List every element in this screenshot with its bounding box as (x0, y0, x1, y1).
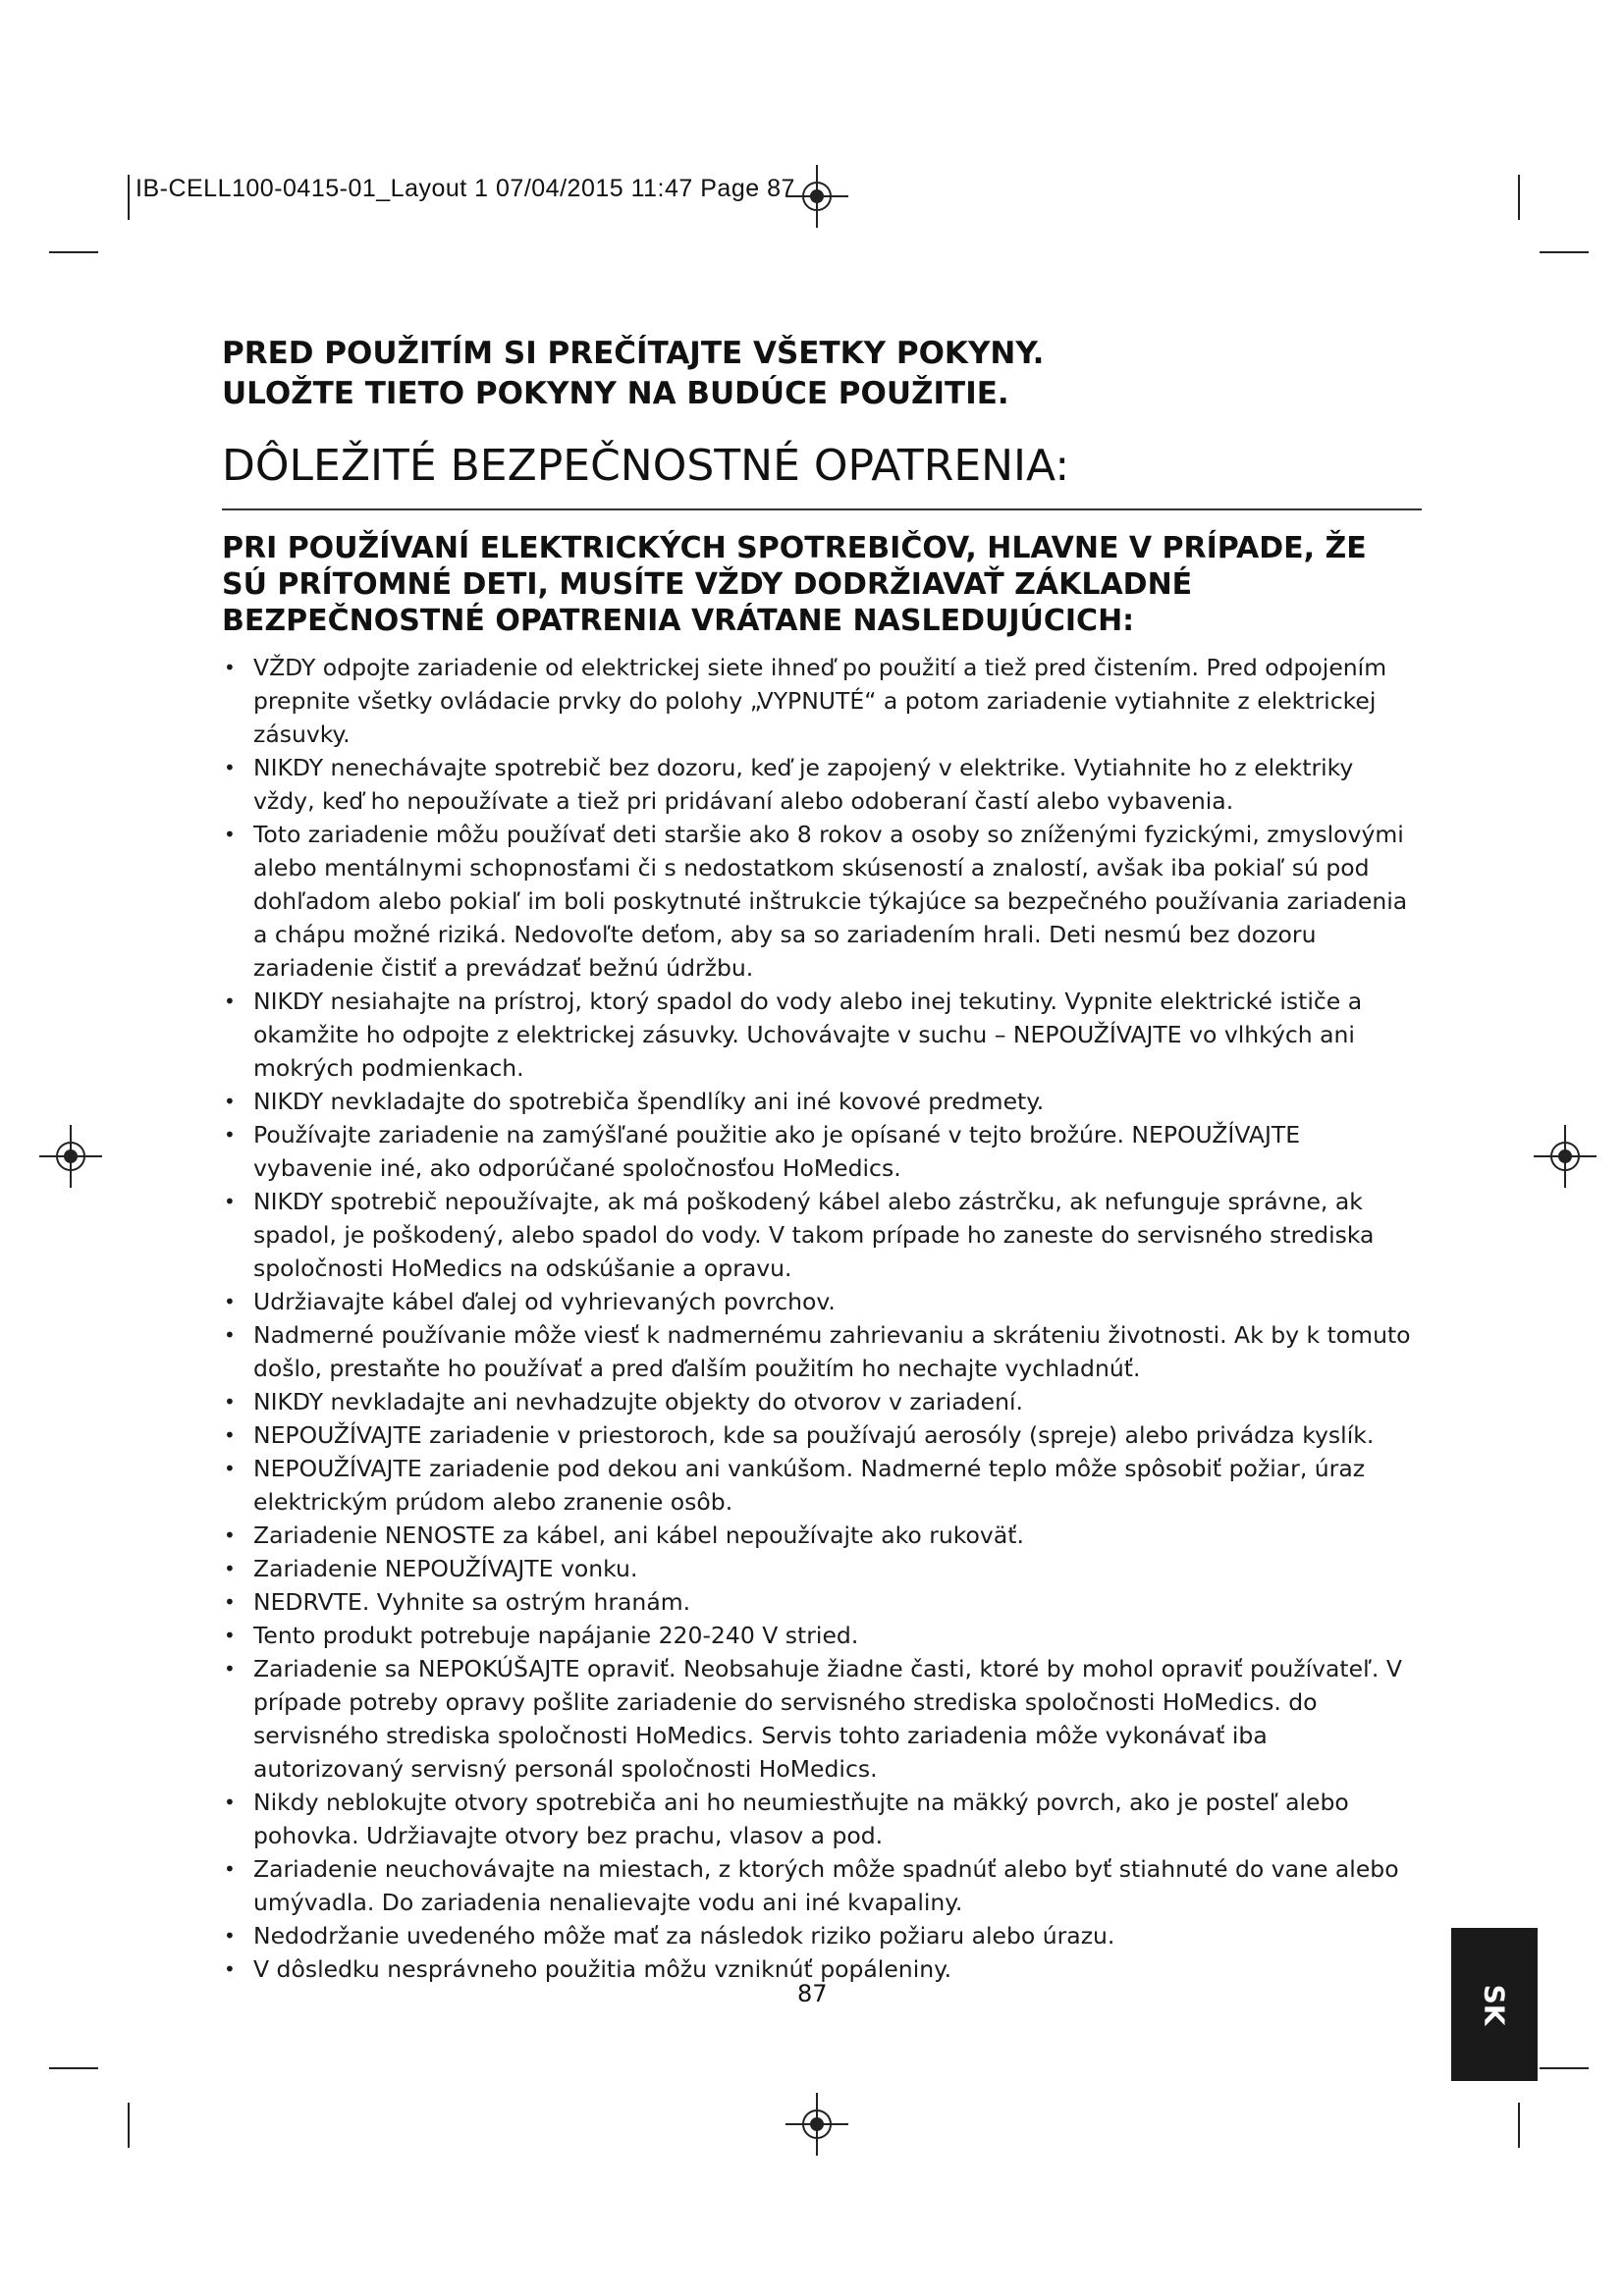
list-item: • NIKDY nesiahajte na prístroj, ktorý spadol do vody alebo inej tekutiny. Vypnite elektrické ističe a okamžite ho odpojte z elektrickej zásuvky. Uchovávajte v suchu – NEPOUŽÍVAJTE vo vlhkých ani mokrých podmienkach. (222, 985, 1422, 1085)
list-item: • Tento produkt potrebuje napájanie 220-240 V stried. (222, 1619, 1422, 1652)
read-instructions-heading: PRED POUŽITÍM SI PREČÍTAJTE VŠETKY POKYNY. (222, 336, 1045, 371)
list-item: • VŽDY odpojte zariadenie od elektrickej siete ihneď po použití a tiež pred čistením. Pred odpojením prepnite všetky ovládacie prvky do polohy „VYPNUTÉ“ a potom zariadenie vytiahnite z elektrickej zásuvky. (222, 651, 1422, 751)
crop-mark-bottom-right-h (1540, 2067, 1589, 2069)
list-item: • NIKDY nevkladajte do spotrebiča špendlíky ani iné kovové predmety. (222, 1085, 1422, 1118)
language-tab-label: SK (1478, 1984, 1511, 2025)
page-number: 87 (797, 1980, 828, 2007)
list-item: • Nikdy neblokujte otvory spotrebiča ani ho neumiestňujte na mäkký povrch, ako je posteľ alebo pohovka. Udržiavajte otvory bez prachu, vlasov a pod. (222, 1786, 1422, 1852)
crop-mark-top-right-v (1518, 175, 1520, 220)
list-item: • Používajte zariadenie na zamýšľané použitie ako je opísané v tejto brožúre. NEPOUŽÍVAJTE vybavenie iné, ako odporúčané spoločnosťou HoMedics. (222, 1118, 1422, 1185)
registration-mark-left-icon (39, 1125, 102, 1188)
list-item: • NIKDY nenechávajte spotrebič bez dozoru, keď je zapojený v elektrike. Vytiahnite ho z elektriky vždy, keď ho nepoužívate a tiež pri pridávaní alebo odoberaní častí alebo vybavenia. (222, 751, 1422, 818)
list-item: • NIKDY nevkladajte ani nevhadzujte objekty do otvorov v zariadení. (222, 1385, 1422, 1418)
crop-mark-bottom-left-h (49, 2067, 98, 2069)
crop-mark-top-right-h (1540, 251, 1589, 253)
crop-mark-top-left-v (128, 175, 130, 220)
list-item: • NEDRVTE. Vyhnite sa ostrým hranám. (222, 1585, 1422, 1619)
list-item: • Nedodržanie uvedeného môže mať za následok riziko požiaru alebo úrazu. (222, 1919, 1422, 1952)
list-item: • Zariadenie NEPOUŽÍVAJTE vonku. (222, 1552, 1422, 1585)
list-item: • Toto zariadenie môžu používať deti staršie ako 8 rokov a osoby so zníženými fyzickými, zmyslovými alebo mentálnymi schopnosťami či s nedostatkom skúseností a znalostí, avšak iba pokiaľ sú pod dohľadom alebo pokiaľ im boli poskytnuté inštrukcie týkajúce sa bezpečného používania zariadenia a chápu možné riziká. Nedovoľte deťom, aby sa so zariadením hrali. Deti nesmú bez dozoru zariadenie čistiť a prevádzať bežnú údržbu. (222, 818, 1422, 985)
registration-mark-right-icon (1534, 1125, 1597, 1188)
list-item: • NEPOUŽÍVAJTE zariadenie pod dekou ani vankúšom. Nadmerné teplo môže spôsobiť požiar, úraz elektrickým prúdom alebo zranenie osôb. (222, 1452, 1422, 1519)
safety-instructions (222, 334, 1422, 1986)
crop-mark-bottom-left-v (128, 2103, 130, 2148)
list-item: • Zariadenie NENOSTE za kábel, ani kábel nepoužívajte ako rukoväť. (222, 1519, 1422, 1552)
crop-mark-top-left-h (49, 251, 98, 253)
safety-rules-list (222, 651, 1422, 1986)
list-item: • V dôsledku nesprávneho použitia môžu vzniknúť popáleniny. (222, 1952, 1422, 1986)
list-item: • Zariadenie neuchovávajte na miestach, z ktorých môže spadnúť alebo byť stiahnuté do vane alebo umývadla. Do zariadenia nenalievajte vodu ani iné kvapaliny. (222, 1852, 1422, 1919)
printer-slug: IB-CELL100-0415-01_Layout 1 07/04/2015 11:47 Page 87 (135, 175, 795, 202)
list-item: • Udržiavajte kábel ďalej od vyhrievaných povrchov. (222, 1285, 1422, 1318)
registration-mark-bottom-icon (785, 2093, 848, 2156)
language-tab (1451, 1928, 1538, 2081)
keep-instructions-heading: ULOŽTE TIETO POKYNY NA BUDÚCE POUŽITIE. (222, 376, 1009, 411)
list-item: • Nadmerné používanie môže viesť k nadmernému zahrievaniu a skráteniu životnosti. Ak by k tomuto došlo, prestaňte ho používať a pred ďalším použitím ho nechajte vychladnúť. (222, 1318, 1422, 1385)
list-item: • NIKDY spotrebič nepoužívajte, ak má poškodený kábel alebo zástrčku, ak nefunguje správne, ak spadol, je poškodený, alebo spadol do vody. V takom prípade ho zaneste do servisného strediska spoločnosti HoMedics na odskúšanie a opravu. (222, 1185, 1422, 1285)
safety-warning: PRI POUŽÍVANÍ ELEKTRICKÝCH SPOTREBIČOV, HLAVNE V PRÍPADE, ŽE SÚ PRÍTOMNÉ DETI, MUSÍTE VŽDY DODRŽIAVAŤ ZÁKLADNÉ BEZPEČNOSTNÉ OPATRENIA VRÁTANE NASLEDUJÚCICH: (222, 531, 1367, 638)
list-item: • Zariadenie sa NEPOKÚŠAJTE opraviť. Neobsahuje žiadne časti, ktoré by mohol opraviť používateľ. V prípade potreby opravy pošlite zariadenie do servisného strediska spoločnosti HoMedics. do servisného strediska spoločnosti HoMedics. Servis tohto zariadenia môže vykonávať iba autorizovaný servisný personál spoločnosti HoMedics. (222, 1652, 1422, 1786)
registration-mark-top-icon (785, 165, 848, 228)
list-item: • NEPOUŽÍVAJTE zariadenie v priestoroch, kde sa používajú aerosóly (spreje) alebo privádza kyslík. (222, 1418, 1422, 1452)
crop-mark-bottom-right-v (1518, 2103, 1520, 2148)
page-title: DÔLEŽITÉ BEZPEČNOSTNÉ OPATRENIA: (222, 440, 1422, 510)
